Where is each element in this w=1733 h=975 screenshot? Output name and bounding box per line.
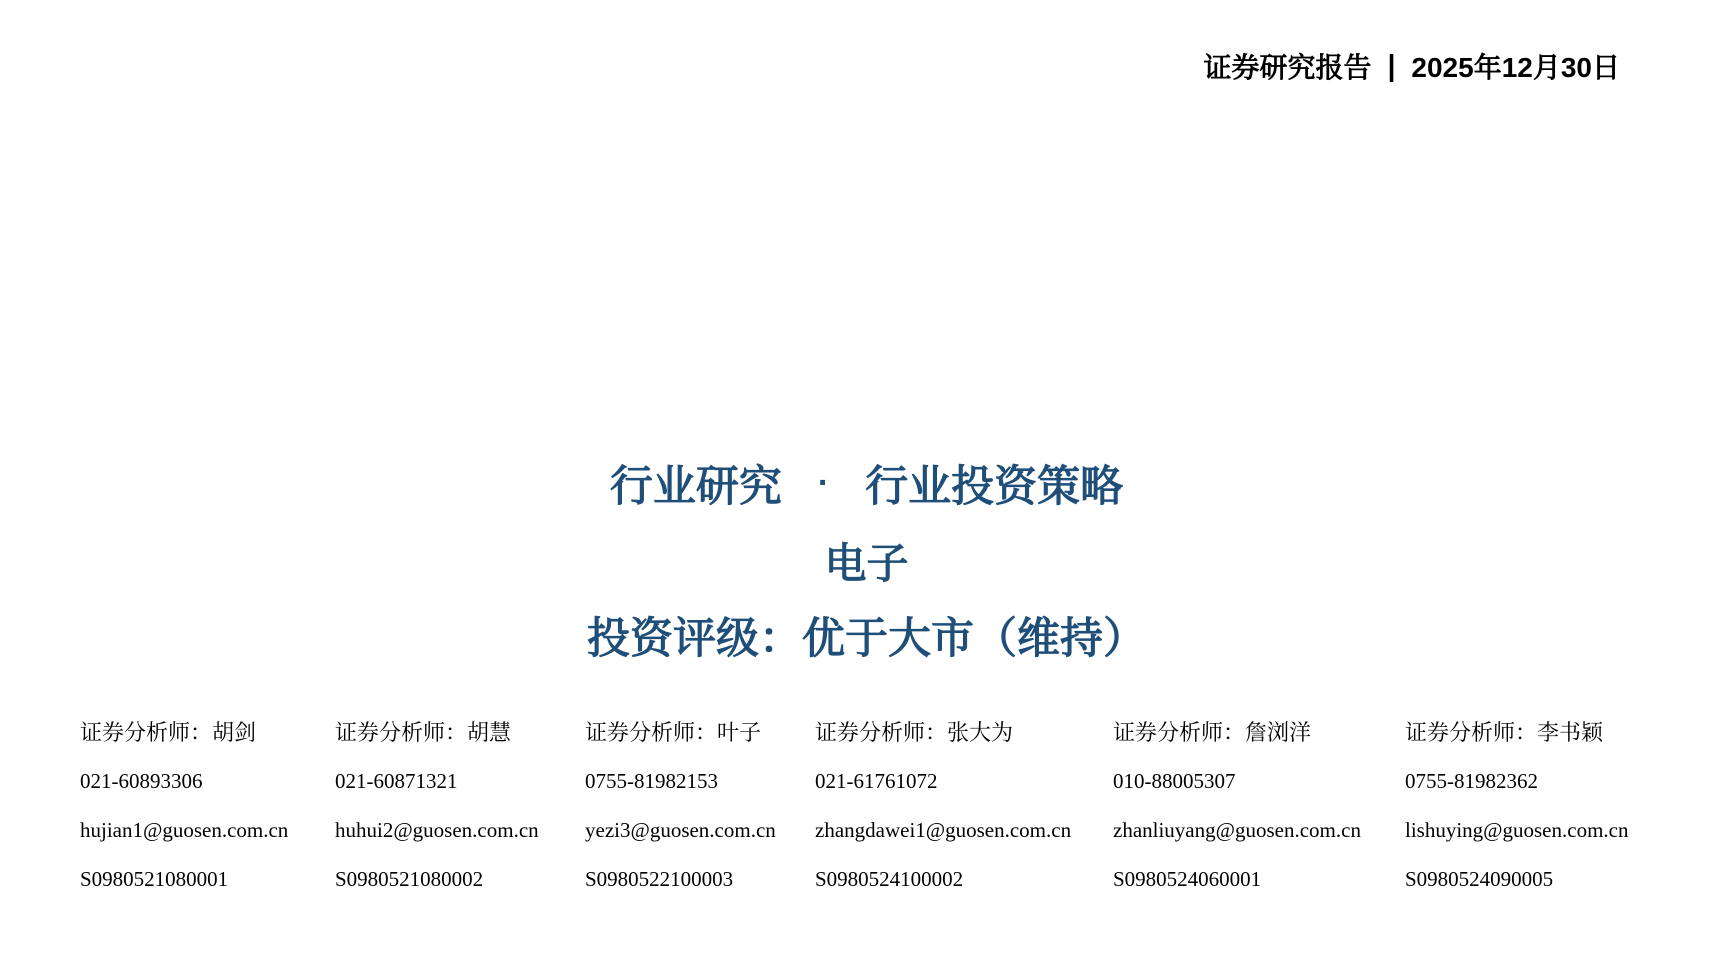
analyst-cert-code: S0980524060001 bbox=[1113, 867, 1262, 891]
title-subcategory: 行业投资策略 bbox=[865, 463, 1124, 511]
analyst-column bbox=[335, 720, 539, 916]
analyst-email: lishuying@guosen.com.cn bbox=[1405, 818, 1629, 842]
analyst-name-text: 胡慧 bbox=[467, 720, 512, 745]
analyst-phone: 021-60871321 bbox=[335, 769, 458, 793]
report-date: 2025年12月30日 bbox=[1411, 52, 1620, 83]
analyst-phone: 010-88005307 bbox=[1113, 769, 1236, 793]
analyst-prefix-label: 证券分析师： bbox=[1405, 720, 1538, 745]
analyst-name-text: 李书颖 bbox=[1537, 720, 1604, 745]
analyst-name-text: 胡剑 bbox=[212, 720, 257, 745]
analyst-name-text: 张大为 bbox=[947, 720, 1014, 745]
rating-text: 投资评级：优于大市（维持） bbox=[587, 615, 1146, 663]
analyst-name bbox=[815, 720, 1071, 745]
analyst-prefix-label: 证券分析师： bbox=[815, 720, 948, 745]
analyst-prefix-label: 证券分析师： bbox=[80, 720, 213, 745]
analyst-name bbox=[335, 720, 539, 745]
analyst-cert-code: S0980522100003 bbox=[585, 867, 734, 891]
header-separator: | bbox=[1387, 49, 1396, 82]
analyst-name-text: 叶子 bbox=[717, 720, 762, 745]
analyst-phone: 021-61761072 bbox=[815, 769, 938, 793]
analyst-phone: 0755-81982362 bbox=[1405, 769, 1538, 793]
analyst-column bbox=[1405, 720, 1628, 916]
analyst-column bbox=[585, 720, 776, 916]
analyst-prefix-label: 证券分析师： bbox=[335, 720, 468, 745]
analyst-column bbox=[80, 720, 288, 916]
title-category: 行业研究 bbox=[609, 463, 782, 511]
analyst-column bbox=[1113, 720, 1361, 916]
analyst-name bbox=[585, 720, 776, 745]
title-dot-separator: · bbox=[817, 464, 830, 502]
analyst-prefix-label: 证券分析师： bbox=[1113, 720, 1246, 745]
analyst-name bbox=[80, 720, 288, 745]
analyst-prefix-label: 证券分析师： bbox=[585, 720, 718, 745]
analyst-cert-code: S0980521080002 bbox=[335, 867, 484, 891]
analyst-cert-code: S0980524100002 bbox=[815, 867, 964, 891]
analyst-phone: 0755-81982153 bbox=[585, 769, 718, 793]
analyst-phone: 021-60893306 bbox=[80, 769, 203, 793]
report-type-label: 证券研究报告 bbox=[1203, 52, 1372, 83]
analyst-email: huhui2@guosen.com.cn bbox=[335, 818, 539, 842]
analyst-name bbox=[1113, 720, 1361, 745]
analyst-email: zhanliuyang@guosen.com.cn bbox=[1113, 818, 1361, 842]
analyst-email: zhangdawei1@guosen.com.cn bbox=[815, 818, 1072, 842]
analyst-cert-code: S0980521080001 bbox=[80, 867, 229, 891]
sector-name: 电子 bbox=[824, 540, 909, 587]
analyst-name bbox=[1405, 720, 1628, 745]
analyst-cert-code: S0980524090005 bbox=[1405, 867, 1554, 891]
analyst-name-text: 詹浏洋 bbox=[1245, 720, 1312, 745]
analyst-email: yezi3@guosen.com.cn bbox=[585, 818, 776, 842]
analyst-email: hujian1@guosen.com.cn bbox=[80, 818, 289, 842]
analyst-column bbox=[815, 720, 1071, 916]
